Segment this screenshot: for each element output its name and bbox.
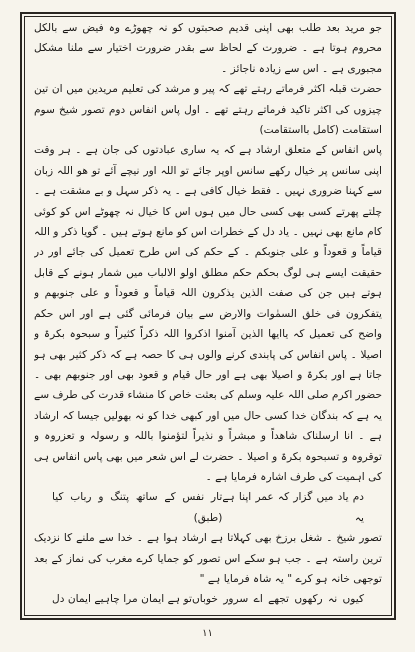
verse-2-right: کیوں نہ رکھوں تجھے اے سرور خوباں [191, 593, 364, 606]
paragraph-2: حضرت قبلہ اکثر فرماتے رہتے تھے کہ پیر و مرشد کی تعلیم مریدین میں ان تین چیزوں کی اکثر تاکید فرماتے رہتے تھے ۔ اول پاس انفاس دوم تصور شیخ سوم استقامت (کامل بااستقامت) [34, 83, 382, 137]
verse-1-left: تار نفس کے ساتھ پتنگ و رباب کیا (طبق) [52, 491, 223, 524]
page-number: ۱۱ [202, 628, 213, 639]
verse-2 [34, 589, 382, 612]
paragraph-4: تصور شیخ ۔ شغل برزخ بھی کہلاتا ہے ارشاد ہوا ہے ۔ خدا سے ملنے کا نزدیک ترین راستہ ہے ۔ جب ہو سکے اس تصور کو جمایا کرے مغرب کی نماز کے بعد توجھی خانہ ہو کرے " یہ شاہ فرمایا ہے " [34, 532, 382, 585]
paragraph-1: جو مرید بعد طلب بھی اپنی قدیم صحبتوں کو نہ چھوڑے وہ فیض سے بالکل محروم ہوتا ہے ۔ ضرورت کے لحاظ سے بقدر ضرورت اختیار سے ملنا مشکل مجبوری ہے ۔ اس سے زیادہ ناجائز ۔ [34, 22, 382, 75]
verse-1 [34, 487, 382, 528]
page-text-block [34, 18, 382, 612]
verse-2-left: تو ہے ایمان مرا چاہیے ایمان دل [52, 593, 192, 606]
paragraph-3: پاس انفاس کے متعلق ارشاد ہے کہ یہ ساری عبادتوں کی جان ہے ۔ ہر وقت اپنی سانس پر خیال رکھے سانس اوپر جائے تو اللہ اور نیچے آئے تو ھو اللہ زبان سے کہنا ضروری نہیں ۔ فقط خیال کافی ہے ۔ یہ ذکر سہل و بے مشقت ہے ۔ چلتے پھرتے کسی بھی کسی حال میں ہوں اس کا خیال نہ چھوٹے اس کو کوئی کام مانع بھی نہیں ۔ یاد دل کے خطرات اس کو مانع ہوتے ہیں ۔ گویا ذکر و اللہ قیاماً و قعوداً و علی جنوبکم ۔ کے حکم کی اس طرح تعمیل کی جائے اور در حقیقت ایسے ہی لوگ بحکم حکم مطلق اولو الالباب میں شمار ہونے کے قابل ہوتے ہیں جن کی صفت الذین یذکرون اللہ قیاماً و قعوداً و علی جنوبھم و یتفکرون فی خلق السمٰوات والارض سے بیان فرمائی گئی ہے اور اس حکم واضح کی تعمیل کہ یاایھا الذین آمنوا اذکروا اللہ ذکراً کثیراً و سبحوہ بکرۃ و اصیلا ۔ پاس انفاس کی پابندی کرنے والوں ہی کا حصہ ہے کہ ذکر کثیر بھی ہو جاتا ہے اور بکرۃ و اصیلا بھی ہے اور حال قیام و قعود بھی اور جنوبھم بھی ۔ حضور اکرم صلی اللہ علیہ وسلم کی بعثت خاص کا منشاء قدرت کی طرف سے یہ ہے کہ بندگان خدا کسی حال میں اور کبھی خدا کو نہ بھولیں جیسا کہ ارشاد ہے ۔ انا ارسلناک شاھداً و مبشراً و نذیراً لتؤمنوا باللہ و رسولہ و تعزروہ و توقروہ و تسبحوہ بکرۃ و اصیلا ۔ حضرت لے اس شعر میں بھی پاس انفاس ہی کی اہمیت کی طرف اشارہ فرمایا ہے ۔ [34, 144, 382, 483]
verse-1-right: دم یاد میں گزار کہ عمر اپنا ہے یہ [222, 491, 364, 524]
